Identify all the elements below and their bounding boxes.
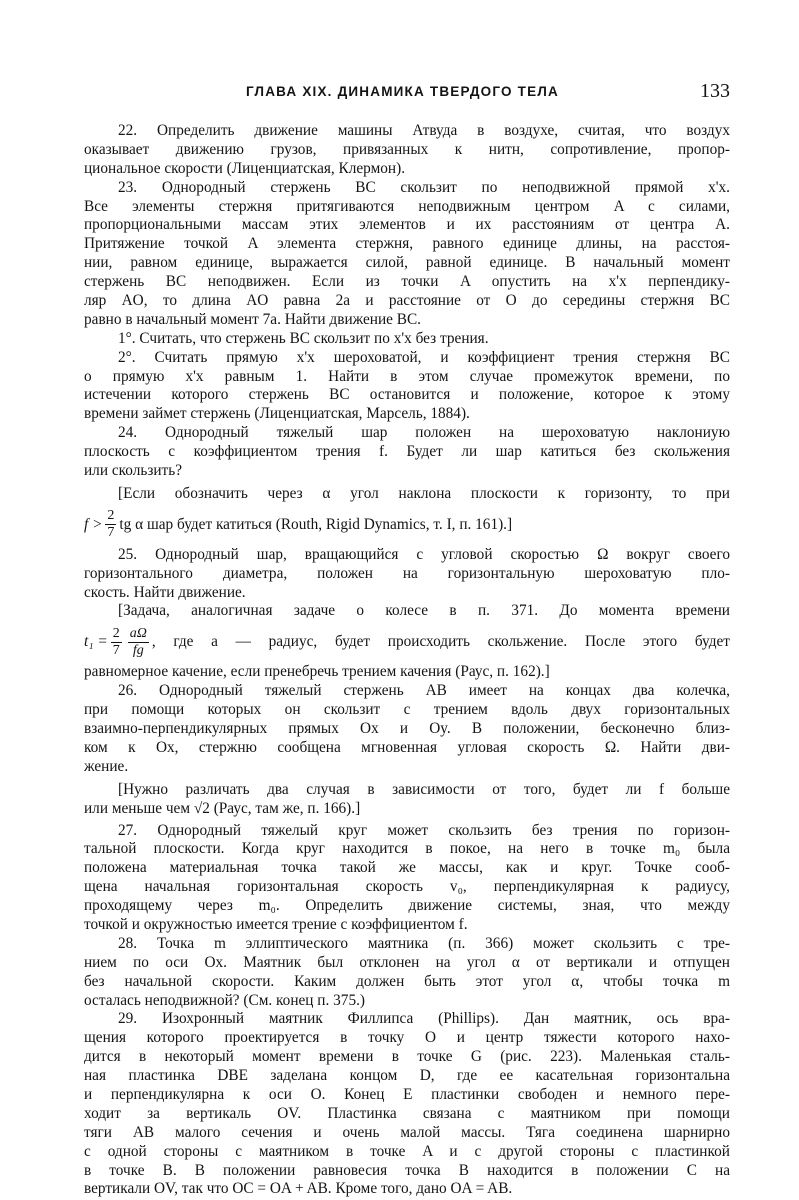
fraction-numerator: aΩ <box>129 625 147 641</box>
problem-23-line: равно в начальный момент 7a. Найти движение BC. <box>84 310 422 328</box>
problem-29-line: щения которого проектируется в точку O и центр тяжести которого нахо- <box>84 1029 730 1047</box>
problem-25-note-line: равномерное качение, если пренебречь трением качения (Раус, п. 162).] <box>84 663 550 681</box>
problem-23-line: нии, равном единице, выражается силой, равной единице. В начальный момент <box>84 254 730 272</box>
problem-22-line: циональное скорости (Лиценциатская, Клермон). <box>84 159 406 177</box>
problem-27-line: щена начальная горизонтальная скорость v₀, перпендикулярная к радиусу, <box>84 878 730 896</box>
page-number: 133 <box>700 80 730 102</box>
problem-29-line: 29. Изохронный маятник Филлипса (Phillips). Дан маятник, ось вра- <box>118 1010 730 1028</box>
problem-23-line: ляр AO, то длина AO равна 2a и расстояние от O до середины стержня BC <box>84 292 730 310</box>
problem-24-line: плоскость с коэффициентом трения f. Будет ли шар катиться без скольжения <box>84 443 730 461</box>
fraction-denominator: 7 <box>112 642 120 658</box>
problem-24-note-line: [Если обозначить через α угол наклона плоскости к горизонту, то при <box>118 484 730 502</box>
problem-29-line: ная пластинка DBE заделана концом D, где ее касательная горизонтальна <box>84 1067 730 1085</box>
problem-23-line: Притяжение точкой A элемента стержня, равного единице длины, на расстоя- <box>84 235 730 253</box>
problem-24-line: или скользить? <box>84 462 183 480</box>
fraction-aomega-fg <box>128 626 149 659</box>
problem-24-formula <box>84 506 730 544</box>
problem-23-case-2-line: о прямую x'x равным 1. Найти в этом случае промежуток времени, по <box>84 367 730 385</box>
fraction-denominator: 7 <box>107 525 115 541</box>
problem-26-line: жение. <box>84 757 129 775</box>
problem-23-line: стержень BC неподвижен. Если из точки A опустить на x'x перпендику- <box>84 273 730 291</box>
problem-28-line: нием по оси Ox. Маятник был отклонен на угол α от вертикали и отпущен <box>84 953 730 971</box>
problem-23-case-2-line: времени займет стержень (Лиценциатская, Марсель, 1884). <box>84 405 470 423</box>
problem-29-line: и перпендикулярна к оси O. Конец E пластинки свободен и немного пере- <box>84 1085 730 1103</box>
problem-23-line: Все элементы стержня притягиваются неподвижным центром A с силами, <box>84 197 730 215</box>
problem-23-case-2-line: истечении которого стержень BC остановится и положение, которое к этому <box>84 386 730 404</box>
problem-29-line: дится в некоторый момент времени в точке G (рис. 223). Маленькая сталь- <box>84 1048 730 1066</box>
problem-24-line: 24. Однородный тяжелый шар положен на шероховатую наклониую <box>118 424 730 442</box>
chapter-title: ГЛАВА XIX. ДИНАМИКА ТВЕРДОГО ТЕЛА <box>246 84 559 99</box>
problem-27-line: точкой и окружностью имеется трение с коэффициентом f. <box>84 915 468 933</box>
fraction-2-7 <box>111 626 122 659</box>
problem-29-line: ходит за вертикаль OV. Пластинка связана с маятником при помощи <box>84 1104 730 1122</box>
problem-26-note-line: или меньше чем √2 (Раус, там же, п. 166).] <box>84 799 361 817</box>
problem-29-line: с одной стороны с маятником в точке A и с другой стороны с пластинкой <box>84 1142 730 1160</box>
problem-29-line: тяги AB малого сечения и очень малой массы. Тяга соединена шарнирно <box>84 1123 730 1141</box>
problem-26-line: взаимно-перпендикулярных прямых Ox и Oy. В положении, бесконечно близ- <box>84 720 730 738</box>
problem-22-line: 22. Определить движение машины Атвуда в воздухе, считая, что воздух <box>118 122 730 139</box>
problem-26-line: ком к Ox, стержню сообщена мгновенная угловая скорость Ω. Найти дви- <box>84 738 730 756</box>
problem-25-line: 25. Однородный шар, вращающийся с угловой скоростью Ω вокруг своего <box>118 545 730 563</box>
problem-23-line: пропорциональными массам этих элементов и их расстояниям от центра A. <box>84 216 730 234</box>
fraction-denominator: fg <box>132 642 144 658</box>
fraction-2-7 <box>105 508 116 541</box>
problem-23-line: 23. Однородный стержень BC скользит по неподвижной прямой x'x. <box>118 178 730 196</box>
problem-22-line: оказывает движению грузов, привязанных к нитн, сопротивление, пропор- <box>84 140 730 158</box>
formula-rest: tg α шар будет катиться (Routh, Rigid Dynamics, т. I, п. 161).] <box>119 515 513 533</box>
formula-t1: t₁ = <box>84 633 108 651</box>
problem-26-note-line: [Нужно различать два случая в зависимости от того, будет ли f больше <box>118 780 730 798</box>
problem-28-line: без начальной скорости. Каким должен быть этот угол α, чтобы точка m <box>84 972 730 990</box>
problem-29-line: в точке B. В положении равновесия точка B находится в положении C на <box>84 1161 730 1179</box>
problem-25-line: скость. Найти движение. <box>84 583 246 601</box>
problem-27-line: 27. Однородный тяжелый круг может скользить без трения по горизон- <box>118 821 730 839</box>
problem-27-line: положена материальная точка такой же массы, как и круг. Точке сооб- <box>84 859 730 877</box>
formula-f: f > <box>84 515 103 533</box>
problem-27-line: тальной плоскости. Когда круг находится в покое, на него в точке m₀ была <box>84 840 730 858</box>
problem-28-line: 28. Точка m эллиптического маятника (п. 366) может скользить с тре- <box>118 934 730 952</box>
problem-23-case-1: 1°. Считать, что стержень BC скользит по x'x без трения. <box>118 329 489 347</box>
problem-26-line: при помощи которых он скользит с трением вдоль двух горизонтальных <box>84 701 730 719</box>
running-header <box>84 80 730 106</box>
problem-28-line: осталась неподвижной? (См. конец п. 375.) <box>84 991 366 1009</box>
problem-25-formula <box>84 623 730 661</box>
fraction-numerator: 2 <box>112 625 120 641</box>
problem-25-line: горизонтального диаметра, положен на горизонтальную шероховатую пло- <box>84 564 730 582</box>
problem-23-case-2-line: 2°. Считать прямую x'x шероховатой, и коэффициент трения стержня BC <box>118 348 730 366</box>
problem-25-note-line: [Задача, аналогичная задаче о колесе в п. 371. До момента времени <box>118 602 730 620</box>
formula-rest: , где a — радиус, будет происходить скольжение. После этого будет <box>151 633 730 651</box>
fraction-numerator: 2 <box>107 508 115 524</box>
problem-27-line: проходящему через m₀. Определить движение системы, зная, что между <box>84 897 730 915</box>
problem-29-line: вертикали OV, так что OC = OA + AB. Кроме того, дано OA = AB. <box>84 1180 513 1198</box>
page-body <box>84 122 730 1199</box>
problem-26-line: 26. Однородный тяжелый стержень AB имеет на концах два колечка, <box>118 682 730 700</box>
